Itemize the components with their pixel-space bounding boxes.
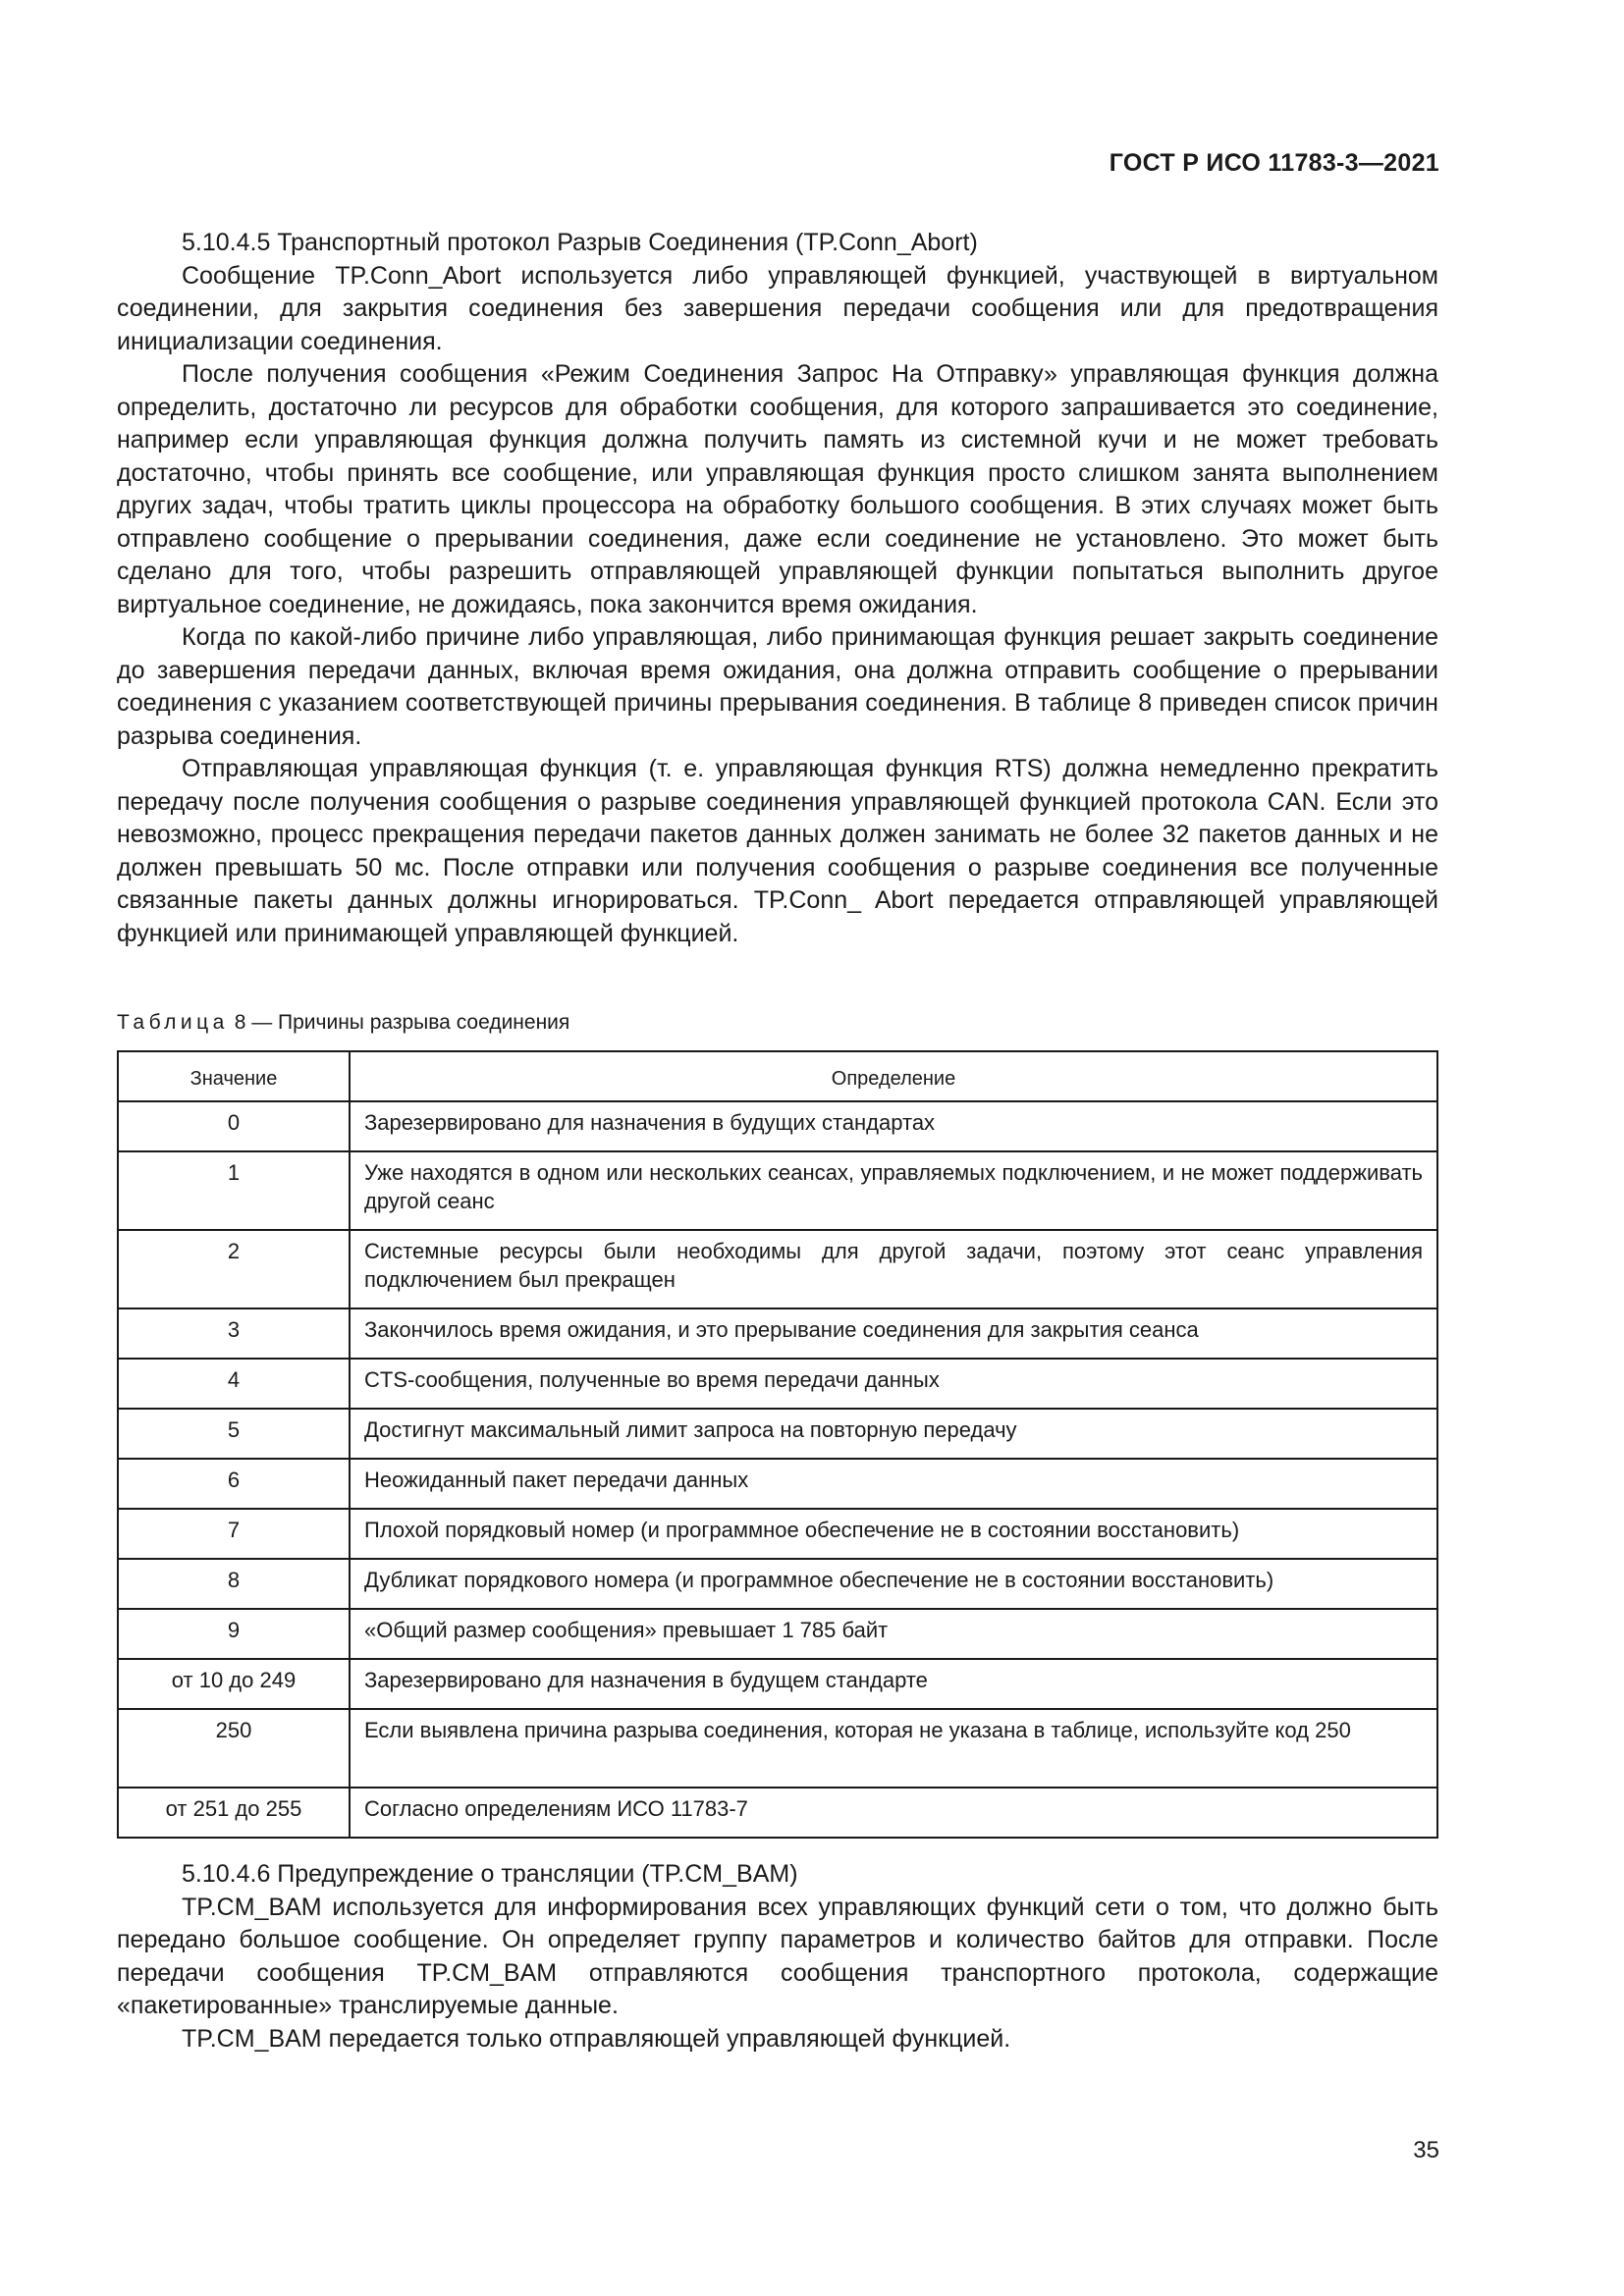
cell-value: 250 bbox=[118, 1709, 350, 1788]
section-tp-conn-abort bbox=[117, 227, 1438, 950]
table-caption-title: 8 — Причины разрыва соединения bbox=[234, 1011, 570, 1034]
table-header-row bbox=[118, 1051, 1437, 1101]
cell-definition: CTS-сообщения, полученные во время передачи данных bbox=[350, 1359, 1437, 1409]
table-row bbox=[118, 1709, 1437, 1788]
table-row bbox=[118, 1409, 1437, 1459]
paragraph: После получения сообщения «Режим Соединения Запрос На Отправку» управляющая функция должна определить, достаточно ли ресурсов для обработки сообщения, для которого запрашивается это соединение, например если управляющая функция должна получить память из системной кучи и не может требовать достаточно, чтобы принять все сообщение, или управляющая функция просто слишком занята выполнением других задач, чтобы тратить циклы процессора на обработку большого сообщения. В этих случаях может быть отправлено сообщение о прерывании соединения, даже если соединение не установлено. Это может быть сделано для того, чтобы разрешить отправляющей управляющей функции попытаться выполнить другое виртуальное соединение, не дожидаясь, пока закончится время ожидания. bbox=[117, 360, 1438, 618]
table-row bbox=[118, 1230, 1437, 1308]
column-header-definition: Определение bbox=[350, 1051, 1437, 1101]
cell-value: 1 bbox=[118, 1151, 350, 1230]
table-row bbox=[118, 1101, 1437, 1151]
table-row bbox=[118, 1459, 1437, 1509]
column-header-value: Значение bbox=[118, 1051, 350, 1101]
cell-definition: Системные ресурсы были необходимы для другой задачи, поэтому этот сеанс управления подключением был прекращен bbox=[350, 1230, 1437, 1308]
cell-definition: Зарезервировано для назначения в будущем стандарте bbox=[350, 1659, 1437, 1709]
cell-definition: Плохой порядковый номер (и программное обеспечение не в состоянии восстановить) bbox=[350, 1509, 1437, 1559]
paragraph: Когда по какой-либо причине либо управляющая, либо принимающая функция решает закрыть соединение до завершения передачи данных, включая время ожидания, она должна отправить сообщение о прерывании соединения с указанием соответствующей причины прерывания соединения. В таблице 8 приведен список причин разрыва соединения. bbox=[117, 623, 1438, 750]
table-row bbox=[118, 1609, 1437, 1659]
section-heading: 5.10.4.6 Предупреждение о трансляции (TP.CM_BAM) bbox=[182, 1860, 798, 1888]
table-row bbox=[118, 1151, 1437, 1230]
table-row bbox=[118, 1659, 1437, 1709]
table-caption-label: Таблица bbox=[117, 1011, 229, 1034]
table-row bbox=[118, 1788, 1437, 1838]
cell-value: 8 bbox=[118, 1559, 350, 1609]
table-caption bbox=[117, 1010, 569, 1036]
table-row bbox=[118, 1308, 1437, 1359]
cell-definition: Дубликат порядкового номера (и программное обеспечение не в состоянии восстановить) bbox=[350, 1559, 1437, 1609]
cell-definition: Закончилось время ожидания, и это прерывание соединения для закрытия сеанса bbox=[350, 1308, 1437, 1359]
cell-value: 6 bbox=[118, 1459, 350, 1509]
table-row bbox=[118, 1559, 1437, 1609]
cell-value: 4 bbox=[118, 1359, 350, 1409]
paragraph: TP.CM_BAM передается только отправляющей управляющей функцией. bbox=[182, 2024, 1011, 2053]
section-heading: 5.10.4.5 Транспортный протокол Разрыв Соединения (TP.Conn_Abort) bbox=[182, 229, 978, 256]
paragraph: Сообщение TP.Conn_Abort используется либо управляющей функцией, участвующей в виртуальном соединении, для закрытия соединения без завершения передачи сообщения или для предотвращения инициализации соединения. bbox=[117, 261, 1438, 355]
cell-value: 7 bbox=[118, 1509, 350, 1559]
abort-reasons-table bbox=[117, 1050, 1438, 1839]
cell-definition: Зарезервировано для назначения в будущих стандартах bbox=[350, 1101, 1437, 1151]
paragraph: Отправляющая управляющая функция (т. е. управляющая функция RTS) должна немедленно прекратить передачу после получения сообщения о разрыве соединения управляющей функцией протокола CAN. Если это невозможно, процесс прекращения передачи пакетов данных должен занимать не более 32 пакетов данных и не должен превышать 50 мс. После отправки или получения сообщения о разрыве соединения все полученные связанные пакеты данных должны игнорироваться. TP.Conn_ Abort передается отправляющей управляющей функцией или принимающей управляющей функцией. bbox=[117, 755, 1438, 947]
document-header: ГОСТ Р ИСО 11783-3—2021 bbox=[1109, 149, 1439, 177]
paragraph: TP.CM_BAM используется для информирования всех управляющих функций сети о том, что должно быть передано большое сообщение. Он определяет группу параметров и количество байтов для отправки. После передачи сообщения TP.CM_BAM отправляются сообщения транспортного протокола, содержащие «пакетированные» транслируемые данные. bbox=[117, 1893, 1438, 2019]
cell-definition: Уже находятся в одном или нескольких сеансах, управляемых подключением, и не может поддерживать другой сеанс bbox=[350, 1151, 1437, 1230]
cell-value: 2 bbox=[118, 1230, 350, 1308]
table-row bbox=[118, 1509, 1437, 1559]
section-tp-cm-bam bbox=[117, 1858, 1438, 2056]
cell-value: от 251 до 255 bbox=[118, 1788, 350, 1838]
cell-value: от 10 до 249 bbox=[118, 1659, 350, 1709]
cell-definition: Неожиданный пакет передачи данных bbox=[350, 1459, 1437, 1509]
cell-definition: Достигнут максимальный лимит запроса на повторную передачу bbox=[350, 1409, 1437, 1459]
cell-definition: Если выявлена причина разрыва соединения, которая не указана в таблице, используйте код 250 bbox=[350, 1709, 1437, 1788]
cell-value: 3 bbox=[118, 1308, 350, 1359]
cell-definition: Согласно определениям ИСО 11783-7 bbox=[350, 1788, 1437, 1838]
table-row bbox=[118, 1359, 1437, 1409]
cell-value: 9 bbox=[118, 1609, 350, 1659]
cell-value: 5 bbox=[118, 1409, 350, 1459]
cell-value: 0 bbox=[118, 1101, 350, 1151]
page-number: 35 bbox=[1413, 2137, 1439, 2163]
cell-definition: «Общий размер сообщения» превышает 1 785 байт bbox=[350, 1609, 1437, 1659]
